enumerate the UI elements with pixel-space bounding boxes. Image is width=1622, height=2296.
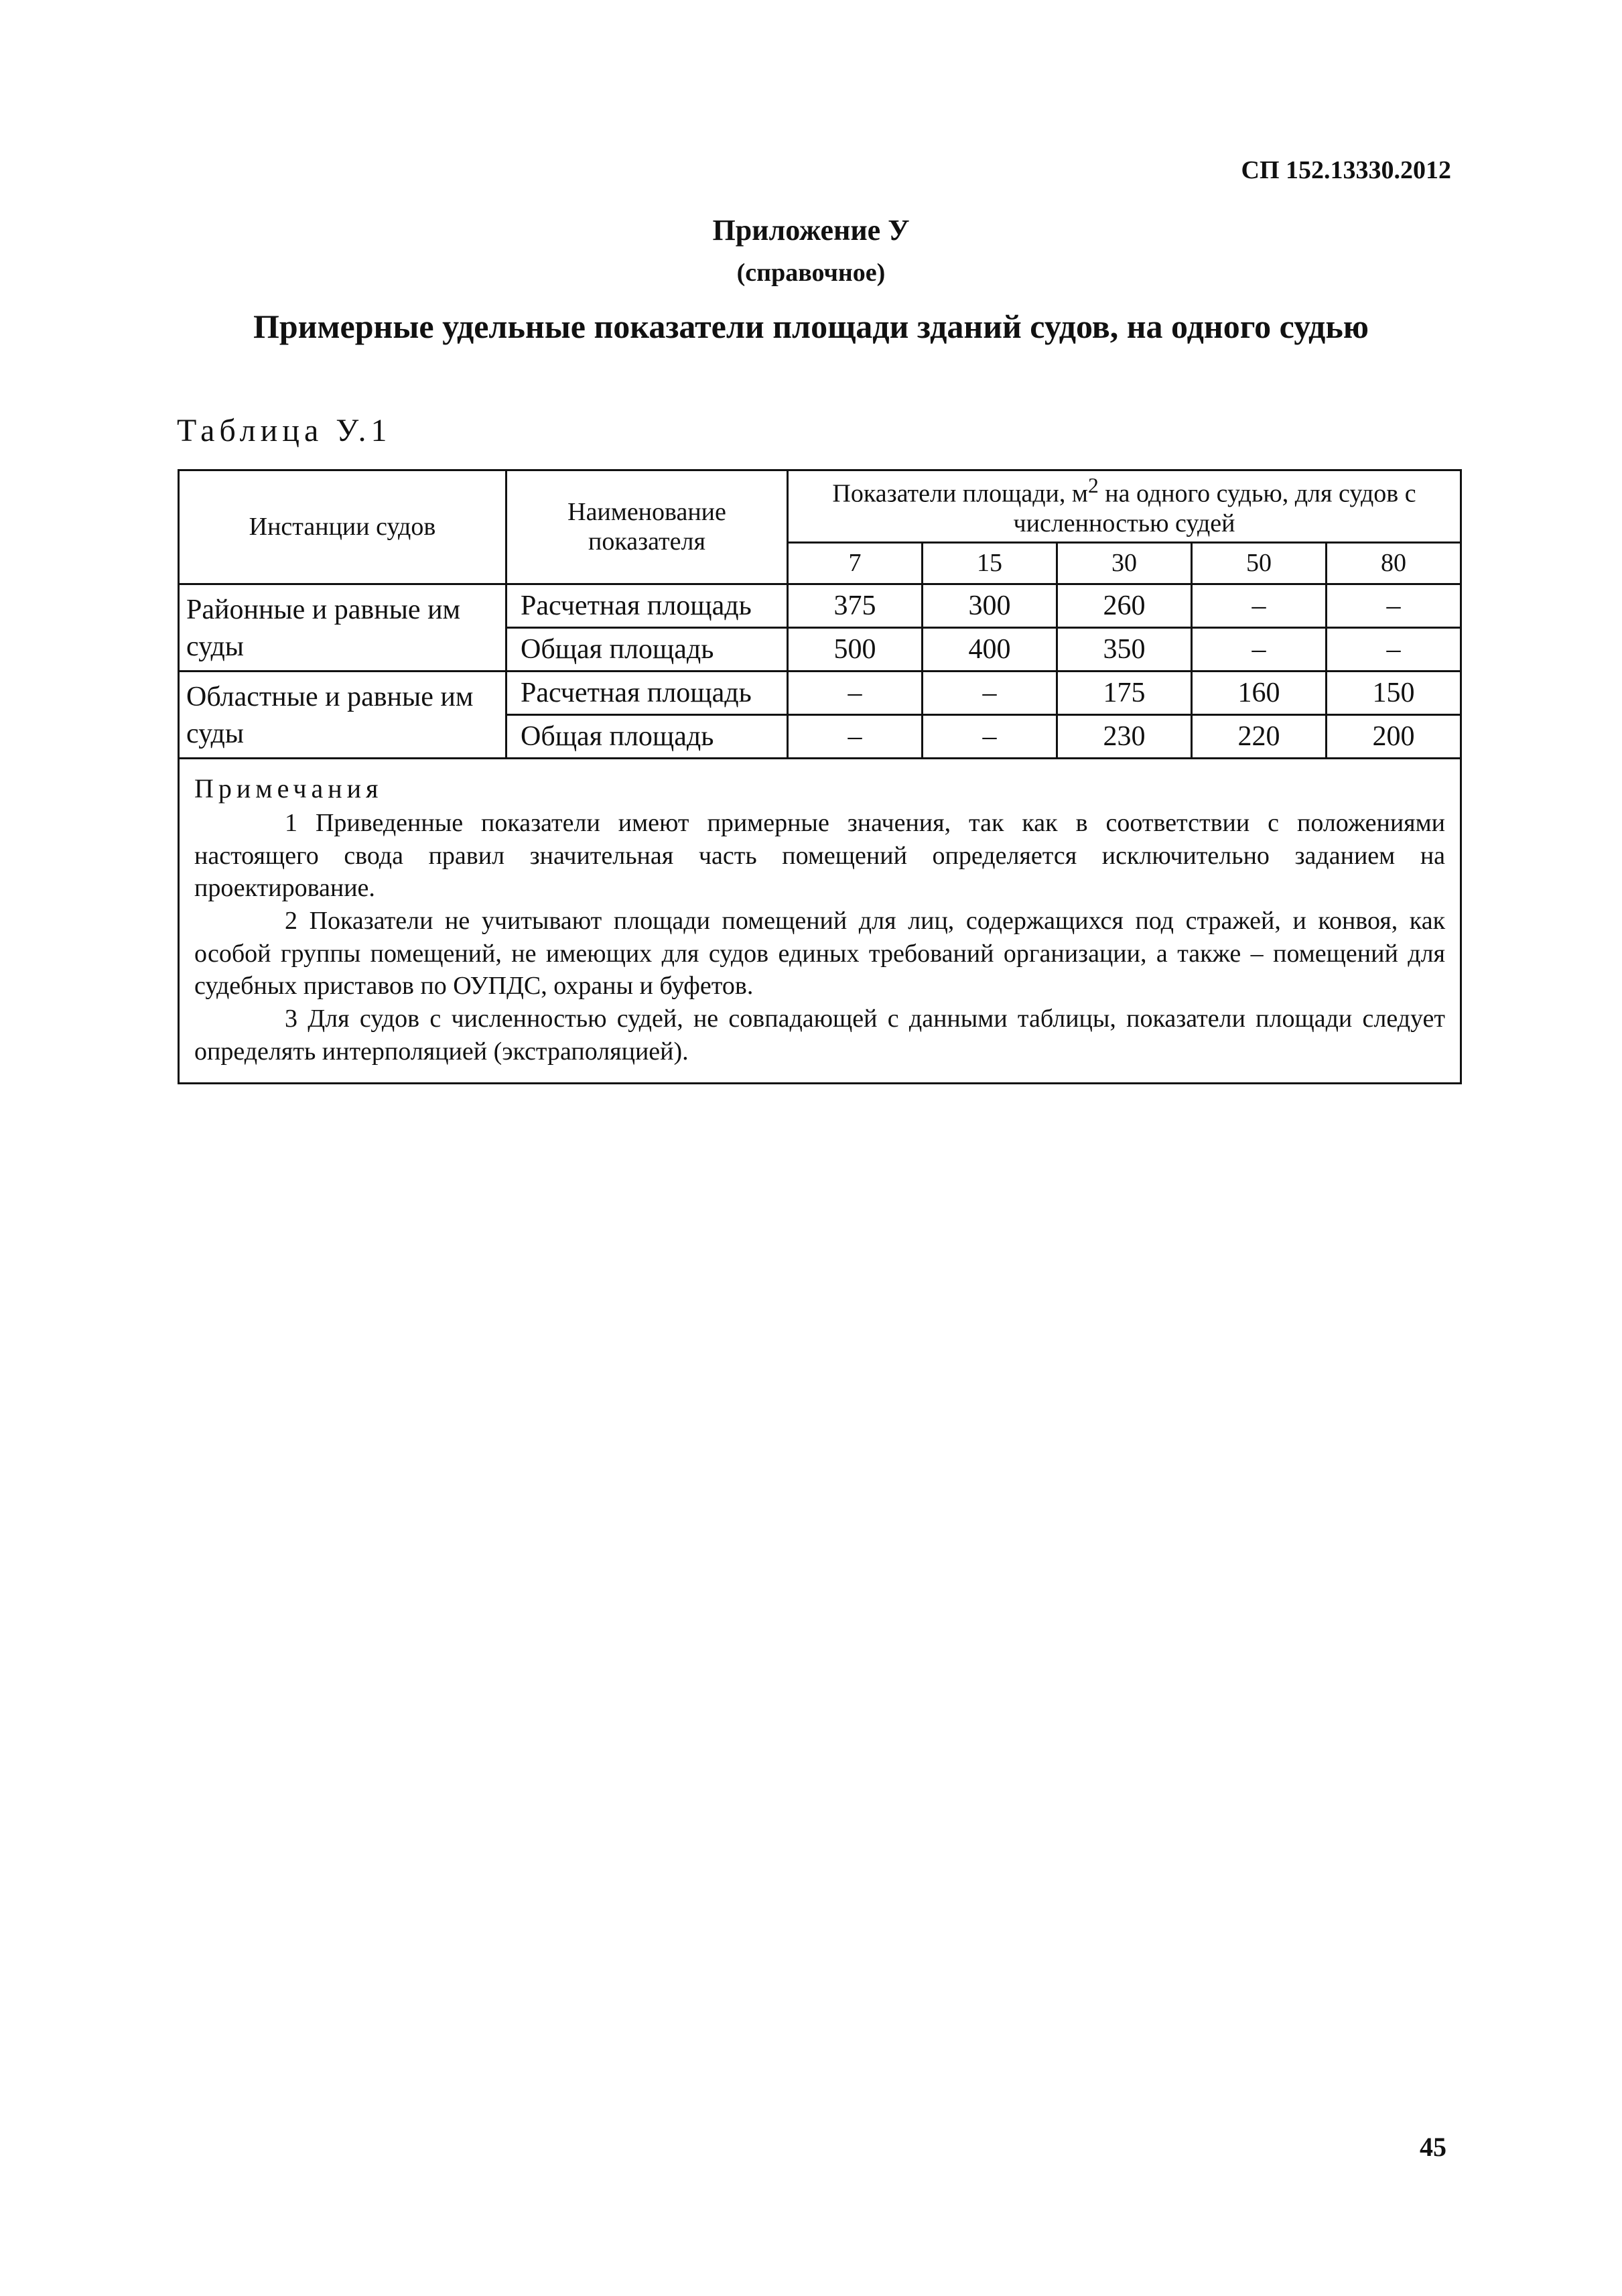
value-cell: – <box>1327 628 1461 672</box>
appendix-title: Приложение У <box>712 214 910 247</box>
value-cell: 200 <box>1327 715 1461 759</box>
value-cell: – <box>1192 584 1327 628</box>
value-cell: 400 <box>923 628 1057 672</box>
indicator-cell: Расчетная площадь <box>506 672 788 715</box>
value-cell: 260 <box>1057 584 1192 628</box>
notes-row <box>179 759 1461 1084</box>
indicator-cell: Общая площадь <box>506 715 788 759</box>
value-cell: 375 <box>788 584 923 628</box>
instance-cell: Районные и равные им суды <box>179 584 506 672</box>
header-instance: Инстанции судов <box>179 470 506 584</box>
value-cell: 300 <box>923 584 1057 628</box>
value-cell: – <box>1192 628 1327 672</box>
appendix-type: (справочное) <box>736 259 886 287</box>
value-cell: – <box>923 715 1057 759</box>
table-caption: Таблица У.1 <box>177 413 392 448</box>
header-indicator: Наименование показателя <box>506 470 788 584</box>
judge-count-cell: 15 <box>923 543 1057 584</box>
instance-cell: Областные и равные им суды <box>179 672 506 759</box>
table-header-row <box>179 470 1461 543</box>
page-title: Примерные удельные показатели площади зданий судов, на одного судью <box>253 308 1369 345</box>
document-code: СП 152.13330.2012 <box>1241 156 1451 184</box>
note-item: 1 Приведенные показатели имеют примерные значения, так как в соответствии с положениями настоящего свода правил значительная часть помещений определяется исключительно заданием на проектирование. <box>194 809 1446 903</box>
value-cell: 175 <box>1057 672 1192 715</box>
value-cell: 350 <box>1057 628 1192 672</box>
table-row <box>179 584 1461 628</box>
value-cell: 150 <box>1327 672 1461 715</box>
value-cell: – <box>923 672 1057 715</box>
judge-count-cell: 50 <box>1192 543 1327 584</box>
header-area-suffix: на одного судью, для судов с численностью судей <box>1013 480 1416 537</box>
value-cell: 500 <box>788 628 923 672</box>
indicator-cell: Общая площадь <box>506 628 788 672</box>
value-cell: – <box>788 672 923 715</box>
notes-cell <box>179 759 1461 1084</box>
indicator-cell: Расчетная площадь <box>506 584 788 628</box>
header-area-prefix: Показатели площади, м <box>832 480 1088 509</box>
judge-count-cell: 80 <box>1327 543 1461 584</box>
note-item: 2 Показатели не учитывают площади помещений для лиц, содержащихся под стражей, и конвоя, как особой группы помещений, не имеющих для судов единых требований организации, а также – помещений для судебных приставов по ОУПДС, охраны и буфетов. <box>194 907 1446 1001</box>
value-cell: 220 <box>1192 715 1327 759</box>
judge-count-cell: 7 <box>788 543 923 584</box>
header-area-sup: 2 <box>1087 474 1099 498</box>
area-table-container <box>178 469 1460 1084</box>
judge-count-cell: 30 <box>1057 543 1192 584</box>
header-area-group <box>788 470 1461 543</box>
note-item: 3 Для судов с численностью судей, не совпадающей с данными таблицы, показатели площади следует определять интерполяцией (экстраполяцией). <box>194 1004 1446 1066</box>
area-table <box>178 469 1462 1084</box>
value-cell: 160 <box>1192 672 1327 715</box>
value-cell: 230 <box>1057 715 1192 759</box>
value-cell: – <box>788 715 923 759</box>
page-number: 45 <box>1420 2132 1446 2162</box>
value-cell: – <box>1327 584 1461 628</box>
notes-heading: Примечания <box>194 773 383 804</box>
table-row <box>179 672 1461 715</box>
